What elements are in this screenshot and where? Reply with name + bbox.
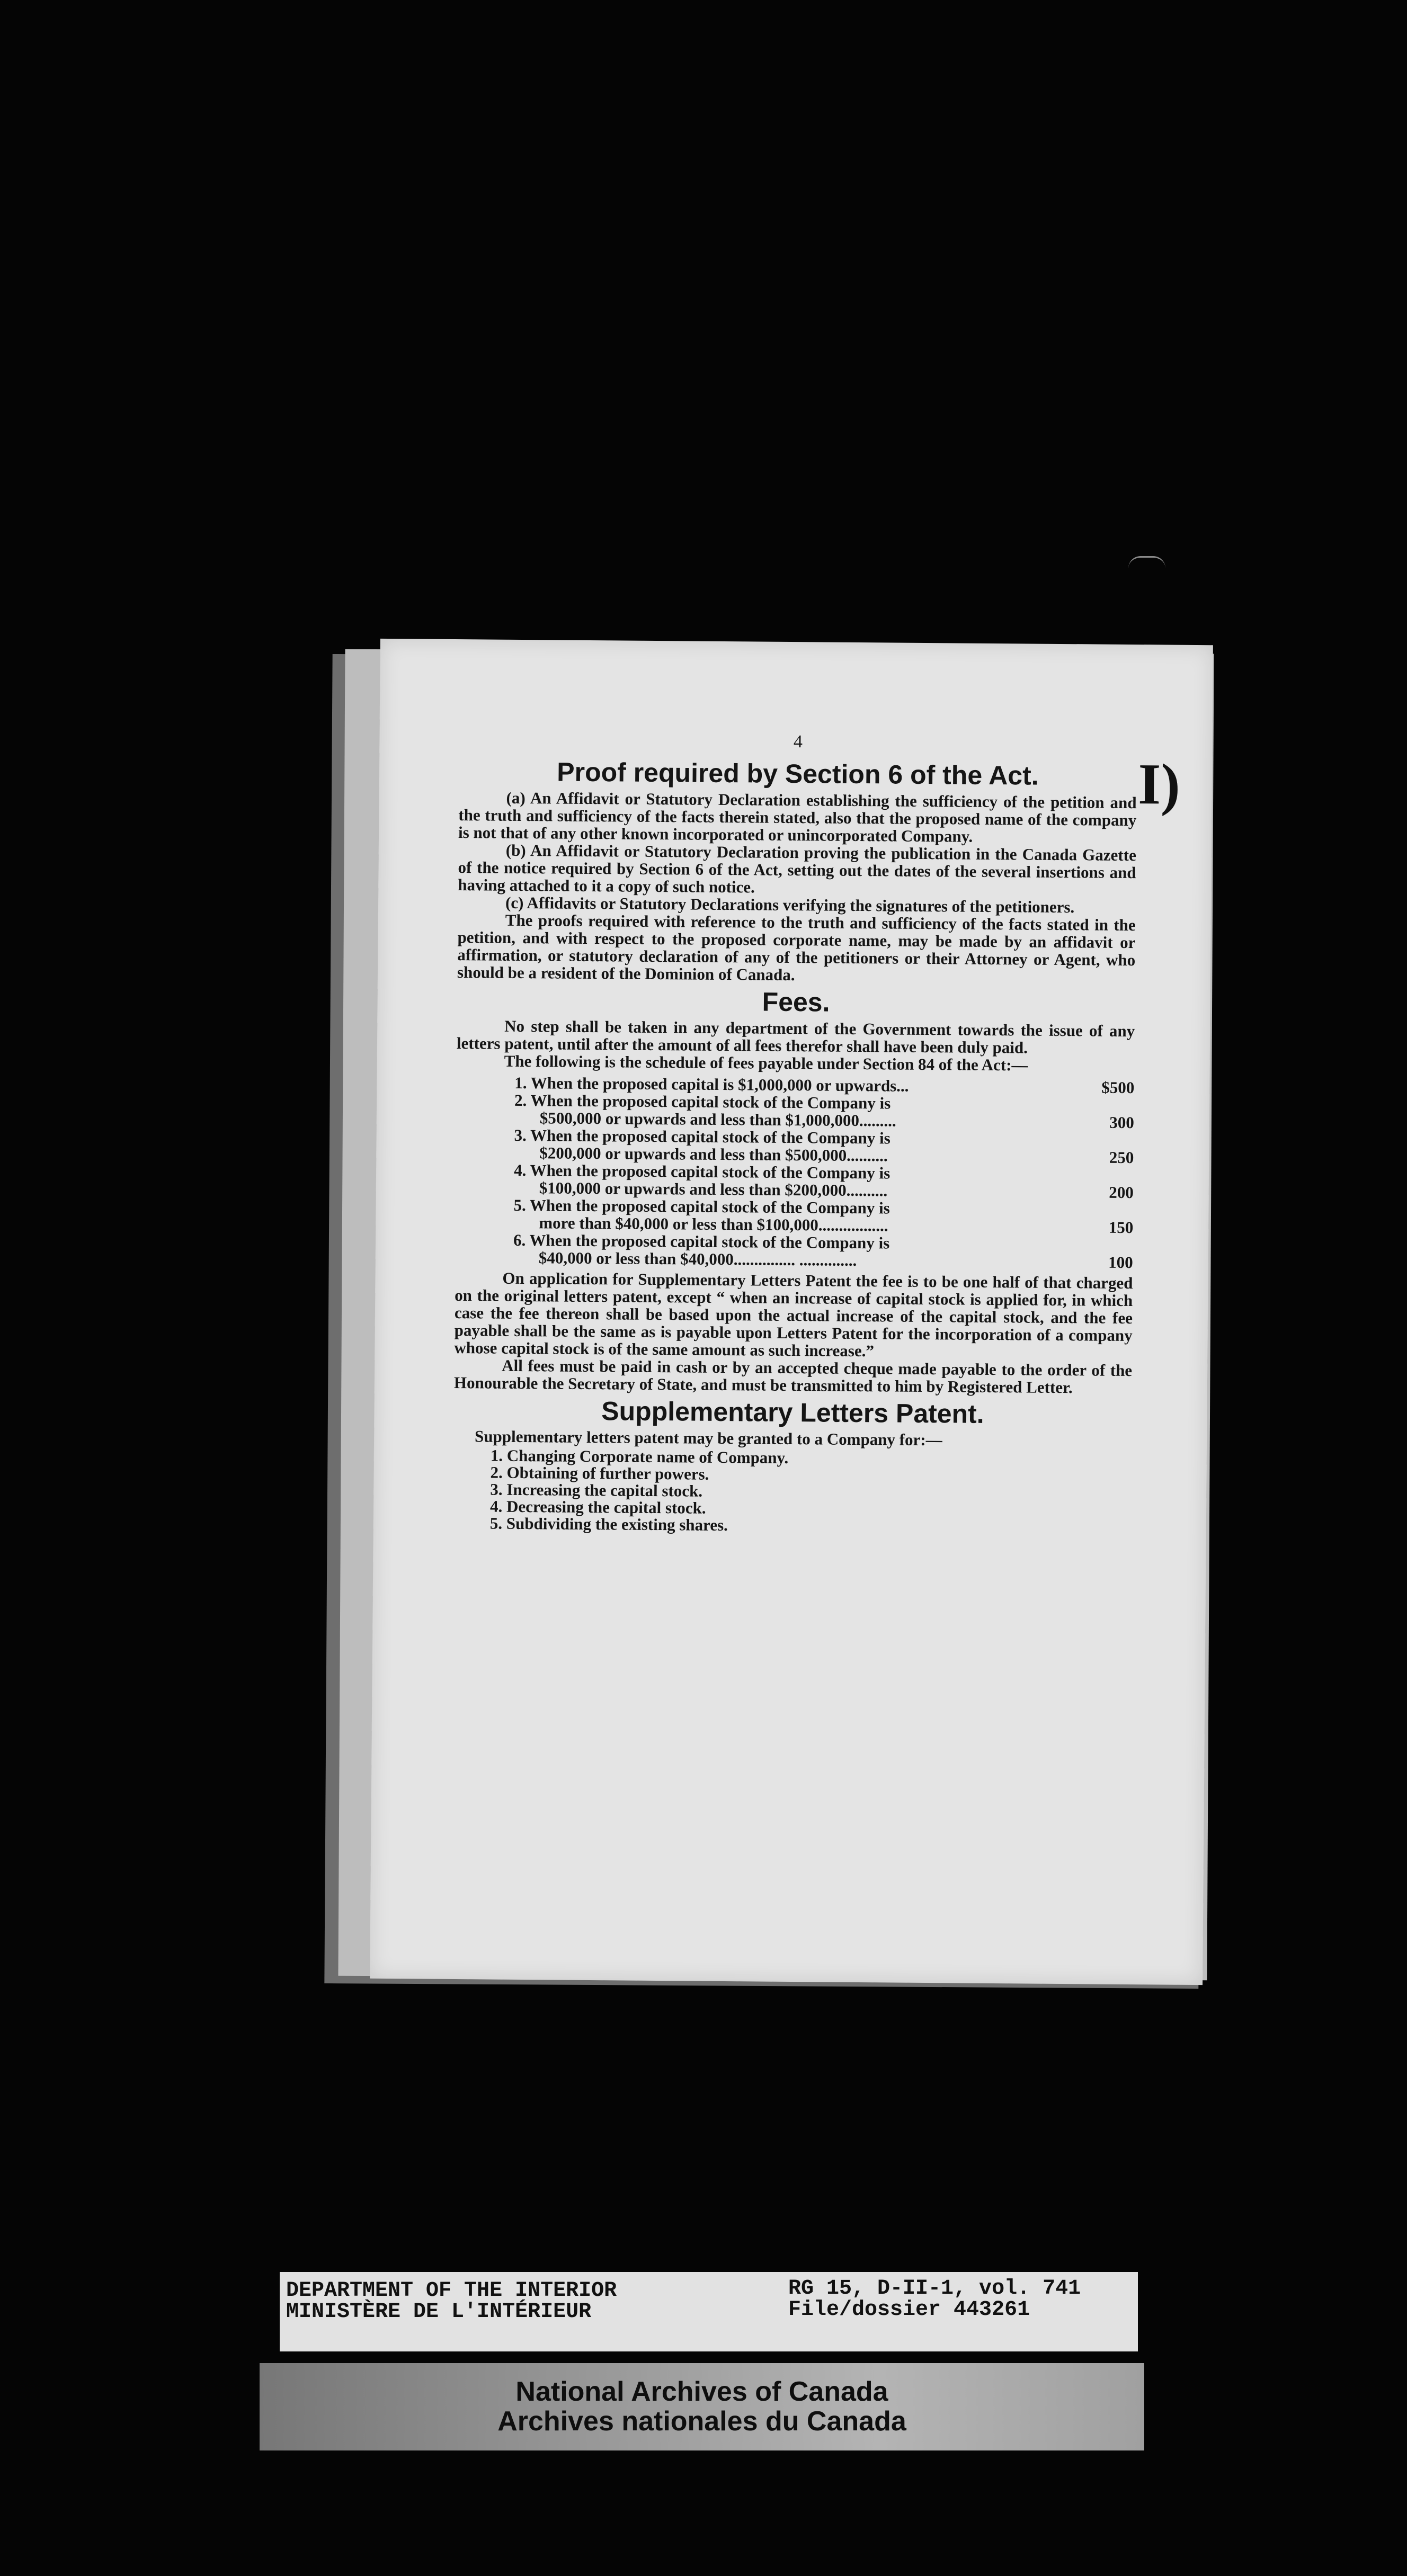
- fee-item-text-cont: $500,000 or upwards and less than $1,000,000.........: [539, 1108, 896, 1130]
- fees-section-title: Fees.: [762, 987, 830, 1017]
- fee-item-text: 2. When the proposed capital stock of the Company is: [514, 1090, 891, 1113]
- fee-item-text-cont: more than $40,000 or less than $100,000.................: [539, 1213, 888, 1235]
- fee-item-text-cont: $200,000 or upwards and less than $500,000..........: [539, 1143, 888, 1165]
- department-name-en: DEPARTMENT OF THE INTERIOR: [286, 2279, 617, 2303]
- list-item: 4. Decreasing the capital stock.: [489, 1497, 706, 1517]
- fee-item: [513, 1231, 1133, 1271]
- fee-item-text: 5. When the proposed capital stock of the Company is: [513, 1195, 890, 1218]
- archive-name-fr: Archives nationales du Canada: [497, 2406, 906, 2437]
- list-item: 2. Obtaining of further powers.: [490, 1463, 709, 1483]
- page-content: [453, 729, 1137, 1537]
- archive-banner: [260, 2363, 1144, 2450]
- proof-para-general: The proofs required with reference to the truth and sufficiency of the facts stated in the petition, and with respect to the proposed corporate name, may be made by an affidavit or affirmation, or statutory declaration of any of the petitioners or their Attorney or Agent, who should be a resident of the Dominion of Canada.: [457, 910, 1136, 985]
- fees-para-4: All fees must be paid in cash or by an accepted cheque made payable to the order of the Honourable the Secretary of State, and must be transmitted to him by Registered Letter.: [453, 1356, 1133, 1397]
- supplementary-list: [490, 1447, 1132, 1537]
- list-item: 3. Increasing the capital stock.: [490, 1480, 703, 1500]
- document-page: [370, 639, 1213, 1985]
- fee-amount: $500: [1101, 1078, 1135, 1097]
- fee-schedule: [513, 1074, 1135, 1271]
- fee-item-text-cont: $100,000 or upwards and less than $200,000..........: [539, 1178, 888, 1200]
- file-number: File/dossier 443261: [788, 2298, 1030, 2322]
- fee-amount: 100: [1108, 1253, 1133, 1272]
- supplementary-intro: Supplementary letters patent may be granted to a Company for:—: [474, 1427, 942, 1450]
- fee-item: [513, 1196, 1133, 1236]
- fee-item: [514, 1161, 1134, 1201]
- fee-item: [514, 1126, 1134, 1166]
- film-scratch-mark: [1128, 556, 1165, 568]
- fee-item-text: 3. When the proposed capital stock of the Company is: [514, 1125, 890, 1148]
- record-group-reference: RG 15, D-II-1, vol. 741: [788, 2277, 1081, 2301]
- fees-para-1: No step shall be taken in any department of the Government towards the issue of any letters patent, until after the amount of all fees therefor shall have been duly paid.: [456, 1016, 1135, 1057]
- fees-para-2: The following is the schedule of fees payable under Section 84 of the Act:—: [504, 1051, 1028, 1075]
- fee-item-text: 4. When the proposed capital stock of the Company is: [513, 1160, 890, 1183]
- list-item: 5. Subdividing the existing shares.: [489, 1514, 728, 1535]
- proof-para-c: (c) Affidavits or Statutory Declarations verifying the signatures of the petitioners.: [505, 893, 1075, 917]
- fee-item-text: 1. When the proposed capital is $1,000,000 or upwards...: [514, 1073, 909, 1095]
- page-number: 4: [793, 731, 803, 752]
- fee-amount: 200: [1109, 1183, 1134, 1202]
- list-item: 1. Changing Corporate name of Company.: [490, 1446, 789, 1467]
- archive-name-en: National Archives of Canada: [515, 2376, 888, 2407]
- handwritten-mark: I): [1137, 752, 1181, 817]
- fee-amount: 150: [1108, 1218, 1134, 1237]
- proof-para-a: (a) An Affidavit or Statutory Declaration establishing the sufficiency of the petition and the truth and sufficiency of the facts therein stated, also that the proposed name of the company is not that of any other known incorporated or unincorporated Company.: [458, 788, 1137, 846]
- proof-section-title: Proof required by Section 6 of the Act.: [557, 757, 1039, 791]
- fee-amount: 300: [1109, 1113, 1134, 1132]
- fee-amount: 250: [1109, 1148, 1134, 1167]
- fee-item: [514, 1092, 1134, 1131]
- proof-para-b: (b) An Affidavit or Statutory Declaration proving the publication in the Canada Gazette of the notice required by Section 6 of the Act, setting out the dates of the several insertions and having attached to it a copy of such notice.: [458, 840, 1136, 897]
- archive-reference-stamp: [280, 2272, 1138, 2351]
- department-name-fr: MINISTÈRE DE L'INTÉRIEUR: [286, 2300, 592, 2324]
- fees-para-3: On application for Supplementary Letters Patent the fee is to be one half of that charged on the original letters patent, except “ when an increase of capital stock is applied for, in which case the fee thereon shall be based upon the actual increase of the capital stock, and the fee payable shall be the same as is payable upon Letters Patent for the incorporation of a company whose capital stock is of the same amount as such increase.”: [454, 1268, 1133, 1361]
- fee-item-text-cont: $40,000 or less than $40,000............... ..............: [538, 1248, 857, 1269]
- supplementary-section-title: Supplementary Letters Patent.: [601, 1396, 984, 1429]
- fee-item-text: 6. When the proposed capital stock of the Company is: [513, 1230, 890, 1253]
